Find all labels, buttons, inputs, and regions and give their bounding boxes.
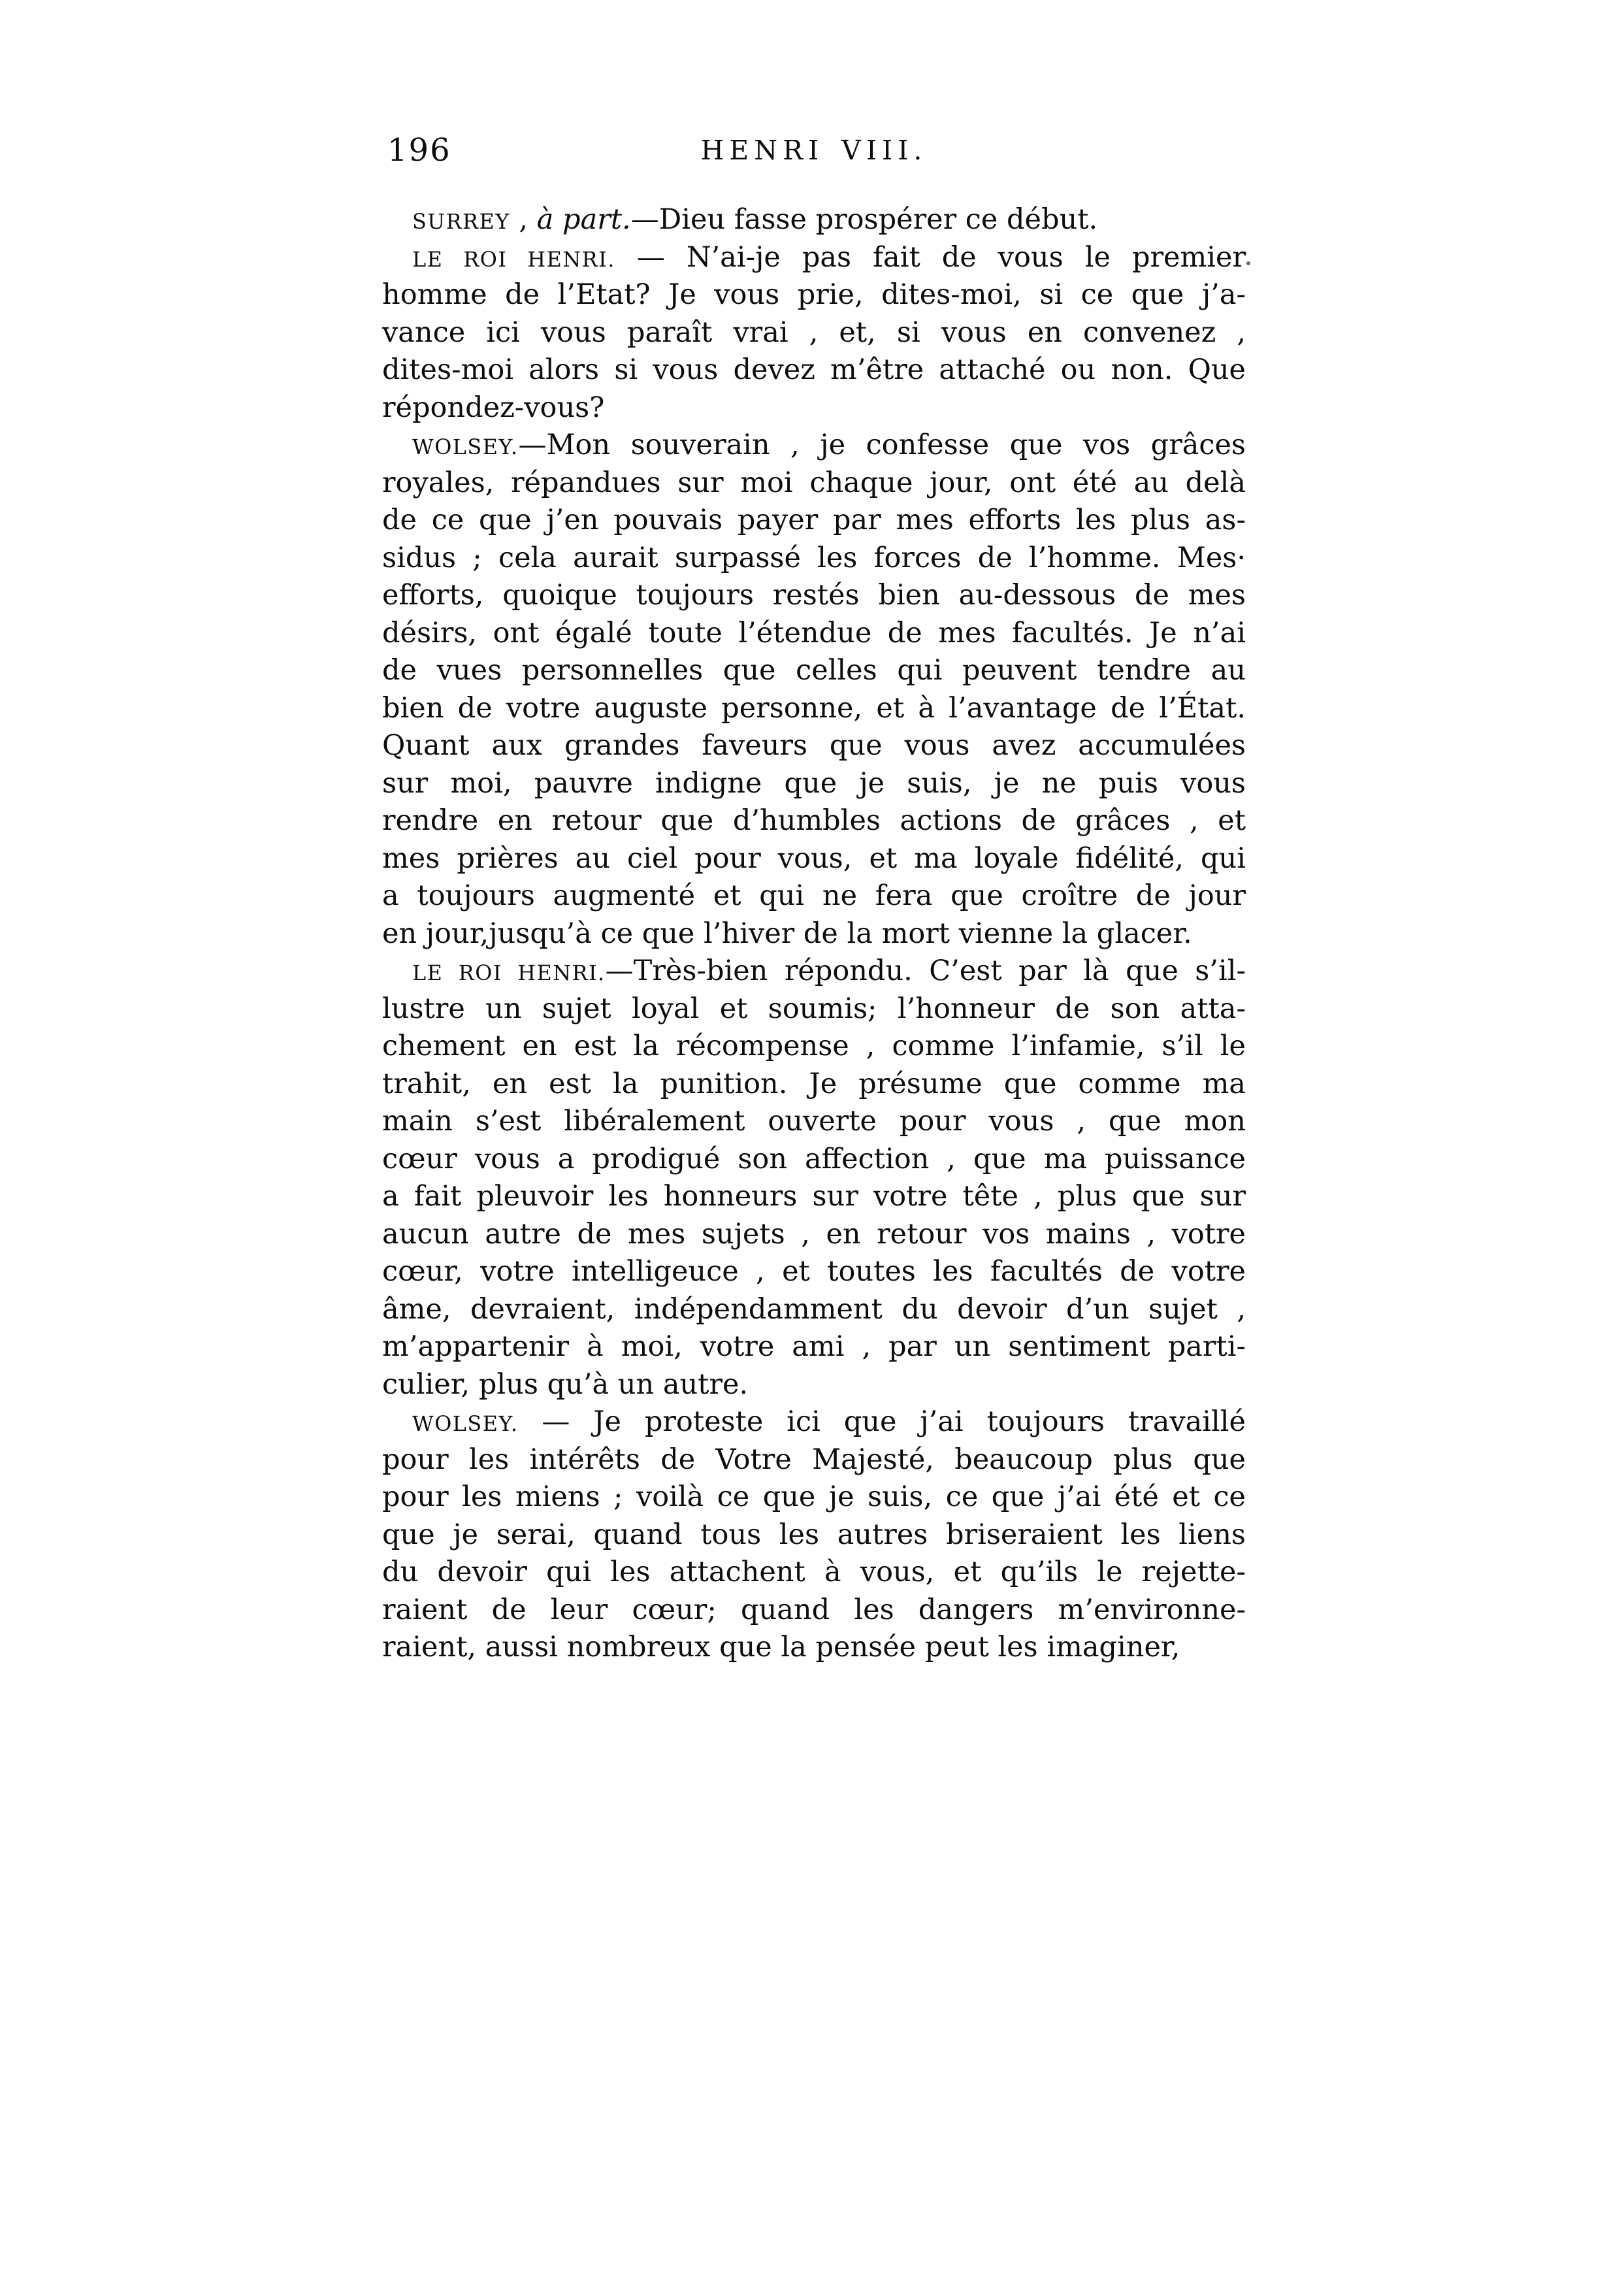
text-line — [382, 352, 1246, 389]
text-segment: , — [510, 203, 537, 236]
text-line — [382, 1403, 1246, 1441]
text-segment: culier, plus qu’à un autre. — [382, 1368, 749, 1401]
text-segment: main s’est libéralement ouverte pour vous , que mon — [382, 1105, 1246, 1138]
text-line — [382, 1216, 1246, 1254]
text-line — [382, 1441, 1246, 1479]
text-line — [382, 615, 1246, 653]
text-segment: m’appartenir à moi, votre ami , par un sentiment parti- — [382, 1330, 1246, 1363]
text-segment: — N’ai-je pas fait de vous le premier — [615, 240, 1246, 274]
text-line — [382, 1366, 1246, 1404]
text-line — [382, 991, 1246, 1028]
text-segment: en jour,jusqu’à ce que l’hiver de la mort vienne la glacer. — [382, 917, 1192, 950]
text-segment: —Mon souverain , je confesse que vos grâces — [518, 429, 1246, 461]
text-line — [382, 1028, 1246, 1066]
text-line — [382, 465, 1246, 502]
text-line — [382, 1253, 1246, 1291]
text-segment: sidus ; cela aurait surpassé les forces de l’homme. Mes· — [382, 541, 1246, 574]
text-segment: cœur vous a prodigué son affection , que ma puissance — [382, 1142, 1246, 1175]
text-segment: âme, devraient, indépendamment du devoir d’un sujet , — [382, 1292, 1246, 1326]
text-segment: dites-moi alors si vous devez m’être attaché ou non. Que — [382, 353, 1246, 386]
text-line — [382, 690, 1246, 728]
speaker-name: SURREY — [412, 209, 510, 234]
text-segment: sur moi, pauvre indigne que je suis, je ne puis vous — [382, 766, 1246, 800]
text-block — [382, 201, 1246, 1667]
text-line — [382, 314, 1246, 352]
text-segment: désirs, ont égalé toute l’étendue de mes facultés. Je n’ai — [382, 616, 1246, 649]
speaker-name: WOLSEY. — [412, 434, 519, 459]
paragraph — [382, 201, 1246, 239]
paragraph — [382, 427, 1246, 953]
stage-direction: à part. — [536, 203, 631, 236]
text-segment: a fait pleuvoir les honneurs sur votre tête , plus que sur — [382, 1180, 1246, 1213]
text-segment: royales, répandues sur moi chaque jour, ont été au delà — [382, 466, 1246, 499]
text-segment: du devoir qui les attachent à vous, et qu’ils le rejette- — [382, 1556, 1246, 1588]
running-title: HENRI VIII. — [700, 135, 928, 166]
text-line — [382, 1178, 1246, 1216]
text-segment: lustre un sujet loyal et soumis; l’honneur de son atta- — [382, 992, 1246, 1025]
text-segment: répondez-vous? — [382, 391, 605, 424]
text-line — [382, 1141, 1246, 1179]
text-line — [382, 1291, 1246, 1329]
text-line — [382, 427, 1246, 465]
scan-speck — [1246, 261, 1250, 265]
text-line — [382, 1328, 1246, 1366]
text-segment: efforts, quoique toujours restés bien au-dessous de mes — [382, 579, 1246, 612]
speaker-name: WOLSEY. — [412, 1411, 519, 1436]
text-line — [382, 540, 1246, 578]
text-segment: mes prières au ciel pour vous, et ma loyale fidélité, qui — [382, 842, 1246, 875]
text-line — [382, 1554, 1246, 1592]
speaker-name: LE ROI HENRI. — [412, 246, 615, 272]
text-segment: de vues personnelles que celles qui peuvent tendre au — [382, 654, 1246, 687]
text-segment: chement en est la récompense , comme l’infamie, s’il le — [382, 1030, 1246, 1062]
text-line — [382, 502, 1246, 540]
text-line — [382, 877, 1246, 915]
speaker-name: LE ROI HENRI. — [412, 960, 606, 985]
text-segment: —Dieu fasse prospérer ce début. — [630, 203, 1098, 236]
text-segment: cœur, votre intelligeuce , et toutes les facultés de votre — [382, 1255, 1246, 1288]
text-segment: bien de votre auguste personne, et à l’avantage de l’État. — [382, 691, 1246, 725]
text-segment: aucun autre de mes sujets , en retour vos mains , votre — [382, 1217, 1246, 1251]
text-segment: que je serai, quand tous les autres briseraient les liens — [382, 1518, 1246, 1551]
text-line — [382, 727, 1246, 765]
page-number: 196 — [387, 132, 451, 169]
text-line — [382, 915, 1246, 953]
text-line — [382, 1629, 1246, 1667]
text-line — [382, 652, 1246, 690]
text-line — [382, 577, 1246, 615]
paragraph — [382, 953, 1246, 1403]
text-line — [382, 1066, 1246, 1104]
text-line — [382, 802, 1246, 840]
text-segment: pour les intérêts de Votre Majesté, beaucoup plus que — [382, 1443, 1246, 1476]
text-segment: a toujours augmenté et qui ne fera que croître de jour — [382, 879, 1246, 912]
text-segment: raient de leur cœur; quand les dangers m’environne- — [382, 1593, 1246, 1626]
text-line — [382, 389, 1246, 427]
text-line — [382, 953, 1246, 991]
text-line — [382, 201, 1246, 239]
text-segment: Quant aux grandes faveurs que vous avez accumulées — [382, 729, 1246, 762]
text-line — [382, 1592, 1246, 1630]
text-segment: rendre en retour que d’humbles actions de grâces , et — [382, 804, 1246, 837]
text-line — [382, 276, 1246, 314]
text-line — [382, 765, 1246, 803]
text-segment: de ce que j’en pouvais payer par mes efforts les plus as- — [382, 504, 1246, 536]
paragraph — [382, 239, 1246, 427]
text-segment: vance ici vous paraît vrai , et, si vous en convenez , — [382, 316, 1246, 349]
text-segment: trahit, en est la punition. Je présume que comme ma — [382, 1067, 1246, 1100]
text-segment: — Je proteste ici que j’ai toujours travaillé — [518, 1405, 1246, 1438]
text-segment: raient, aussi nombreux que la pensée peut les imaginer, — [382, 1631, 1180, 1663]
text-segment: pour les miens ; voilà ce que je suis, ce que j’ai été et ce — [382, 1481, 1246, 1513]
text-line — [382, 1103, 1246, 1141]
text-line — [382, 1516, 1246, 1554]
text-segment: —Très-bien répondu. C’est par là que s’il- — [605, 955, 1246, 987]
paragraph — [382, 1403, 1246, 1667]
text-line — [382, 239, 1246, 277]
text-line — [382, 840, 1246, 878]
text-line — [382, 1479, 1246, 1516]
page-header — [382, 131, 1246, 176]
text-segment: homme de l’Etat? Je vous prie, dites-moi, si ce que j’a- — [382, 278, 1246, 311]
